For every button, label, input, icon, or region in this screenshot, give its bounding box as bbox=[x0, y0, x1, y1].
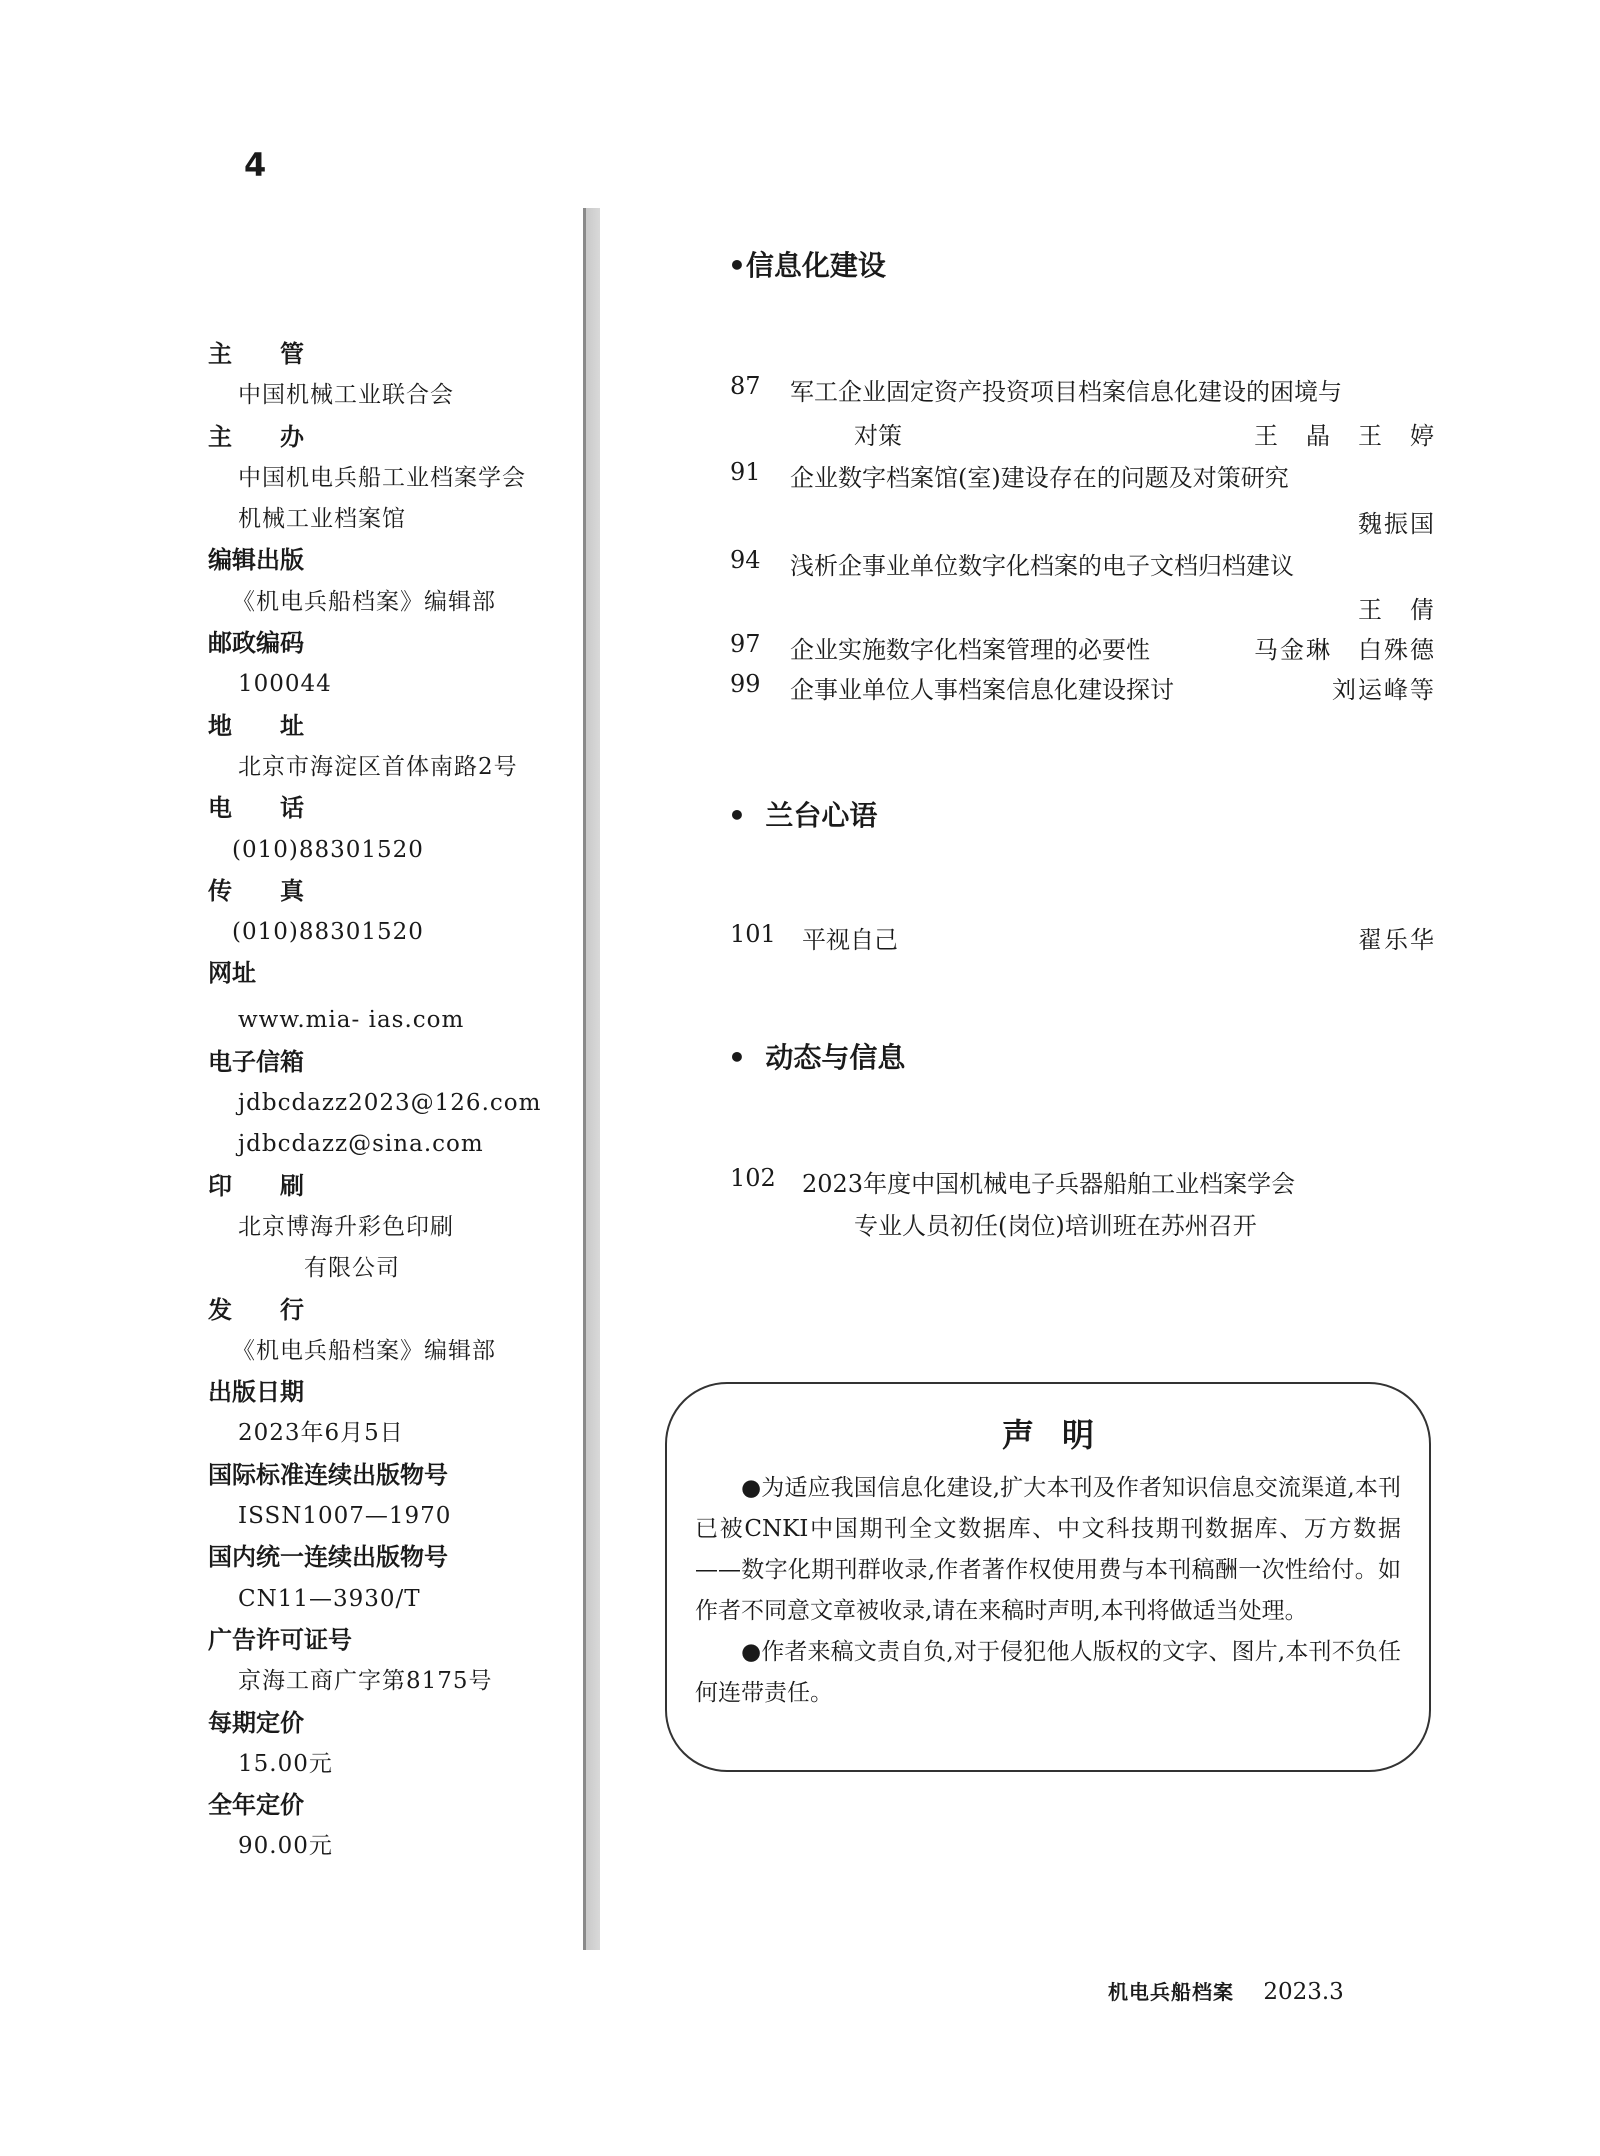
toc-item[interactable] bbox=[730, 546, 1436, 580]
ad-license-label: 广告许可证号 bbox=[208, 1625, 352, 1654]
section-heading-lantai: • 兰台心语 bbox=[728, 799, 878, 832]
column-divider bbox=[583, 208, 600, 1950]
toc-author: 魏振国 bbox=[1358, 510, 1436, 538]
toc-item-continued[interactable] bbox=[730, 1206, 1436, 1240]
masthead bbox=[208, 334, 568, 1868]
distributor-label: 发 行 bbox=[208, 1295, 304, 1324]
address-label: 地 址 bbox=[208, 711, 304, 740]
toc-title: 2023年度中国机械电子兵器船舶工业档案学会 bbox=[802, 1170, 1296, 1198]
issn-label: 国际标准连续出版物号 bbox=[208, 1460, 448, 1489]
toc-item[interactable] bbox=[730, 372, 1436, 406]
ad-license-value: 京海工商广字第8175号 bbox=[238, 1668, 493, 1695]
toc-item-continued[interactable] bbox=[730, 416, 1436, 450]
toc-author: 王 晶 王 婷 bbox=[1254, 422, 1436, 450]
notice-title: 声明 bbox=[1001, 1416, 1122, 1454]
price-year-label: 全年定价 bbox=[208, 1791, 304, 1820]
toc-author: 王 倩 bbox=[1358, 596, 1436, 624]
toc-title: 平视自己 bbox=[802, 926, 898, 954]
section-heading-info: •信息化建设 bbox=[728, 249, 886, 282]
supervisor-value: 中国机械工业联合会 bbox=[238, 382, 454, 409]
toc-title-continued: 对策 bbox=[854, 422, 902, 450]
page-footer bbox=[1108, 1976, 1344, 2005]
printer-value-2: 有限公司 bbox=[304, 1255, 400, 1282]
sponsor-value-1: 中国机电兵船工业档案学会 bbox=[238, 464, 526, 491]
notice-body bbox=[695, 1468, 1401, 1714]
toc-page-number: 99 bbox=[730, 670, 761, 698]
website-label: 网址 bbox=[208, 959, 256, 988]
phone-value: (010)88301520 bbox=[232, 836, 424, 863]
toc-item[interactable] bbox=[730, 670, 1436, 704]
toc-item[interactable] bbox=[730, 920, 1436, 954]
toc-author-row bbox=[730, 590, 1436, 624]
toc-title: 军工企业固定资产投资项目档案信息化建设的困境与 bbox=[790, 378, 1342, 406]
notice-box bbox=[665, 1382, 1431, 1772]
toc-item[interactable] bbox=[730, 1164, 1436, 1198]
pubdate-label: 出版日期 bbox=[208, 1378, 304, 1407]
toc-page-number: 91 bbox=[730, 458, 761, 486]
email-value-2: jdbcdazz@sina.com bbox=[238, 1131, 484, 1158]
editor-value: 《机电兵船档案》编辑部 bbox=[232, 588, 496, 615]
toc-title: 企业实施数字化档案管理的必要性 bbox=[790, 636, 1150, 664]
toc-title: 浅析企事业单位数字化档案的电子文档归档建议 bbox=[790, 552, 1294, 580]
editor-label: 编辑出版 bbox=[208, 546, 304, 575]
toc-author: 翟乐华 bbox=[1358, 926, 1436, 954]
section-heading-news: • 动态与信息 bbox=[728, 1041, 906, 1074]
cn-label: 国内统一连续出版物号 bbox=[208, 1543, 448, 1572]
printer-label: 印 刷 bbox=[208, 1171, 304, 1200]
price-issue-value: 15.00元 bbox=[238, 1750, 333, 1777]
price-year-value: 90.00元 bbox=[238, 1833, 333, 1860]
toc-author: 刘运峰等 bbox=[1332, 676, 1436, 704]
fax-value: (010)88301520 bbox=[232, 919, 424, 946]
footer-journal-name: 机电兵船档案 bbox=[1108, 1980, 1234, 2004]
notice-paragraph: ●作者来稿文责自负,对于侵犯他人版权的文字、图片,本刊不负任何连带责任。 bbox=[695, 1639, 1401, 1706]
phone-label: 电 话 bbox=[208, 794, 304, 823]
toc-page-number: 97 bbox=[730, 630, 761, 658]
postcode-label: 邮政编码 bbox=[208, 629, 304, 658]
page-number: 4 bbox=[244, 146, 267, 184]
fax-label: 传 真 bbox=[208, 876, 304, 905]
toc-title: 企业数字档案馆(室)建设存在的问题及对策研究 bbox=[790, 464, 1289, 492]
printer-value-1: 北京博海升彩色印刷 bbox=[238, 1213, 454, 1240]
toc-page-number: 102 bbox=[730, 1164, 776, 1192]
issn-value: ISSN1007—1970 bbox=[238, 1503, 452, 1530]
sponsor-value-2: 机械工业档案馆 bbox=[238, 506, 406, 533]
email-value-1: jdbcdazz2023@126.com bbox=[238, 1090, 542, 1117]
pubdate-value: 2023年6月5日 bbox=[238, 1420, 404, 1447]
toc-author-row bbox=[730, 504, 1436, 538]
toc-page-number: 94 bbox=[730, 546, 761, 574]
footer-issue: 2023.3 bbox=[1263, 1979, 1344, 2005]
distributor-value: 《机电兵船档案》编辑部 bbox=[232, 1337, 496, 1364]
toc-page-number: 101 bbox=[730, 920, 776, 948]
toc-page-number: 87 bbox=[730, 372, 761, 400]
cn-value: CN11—3930/T bbox=[238, 1585, 421, 1612]
price-issue-label: 每期定价 bbox=[208, 1708, 304, 1737]
toc-title-continued: 专业人员初任(岗位)培训班在苏州召开 bbox=[854, 1212, 1257, 1240]
toc-item[interactable] bbox=[730, 630, 1436, 664]
notice-paragraph: ●为适应我国信息化建设,扩大本刊及作者知识信息交流渠道,本刊已被CNKI中国期刊全文数据库、中文科技期刊数据库、万方数据——数字化期刊群收录,作者著作权使用费与本刊稿酬一次性给付。如作者不同意文章被收录,请在来稿时声明,本刊将做适当处理。 bbox=[695, 1475, 1401, 1624]
email-label: 电子信箱 bbox=[208, 1047, 304, 1076]
address-value: 北京市海淀区首体南路2号 bbox=[238, 753, 518, 780]
postcode-value: 100044 bbox=[238, 671, 332, 698]
toc-title: 企事业单位人事档案信息化建设探讨 bbox=[790, 676, 1174, 704]
supervisor-label: 主 管 bbox=[208, 340, 304, 368]
toc-author: 马金琳 白殊德 bbox=[1254, 636, 1436, 664]
toc-item[interactable] bbox=[730, 458, 1436, 492]
sponsor-label: 主 办 bbox=[208, 422, 304, 451]
website-value: www.mia- ias.com bbox=[238, 1006, 465, 1033]
